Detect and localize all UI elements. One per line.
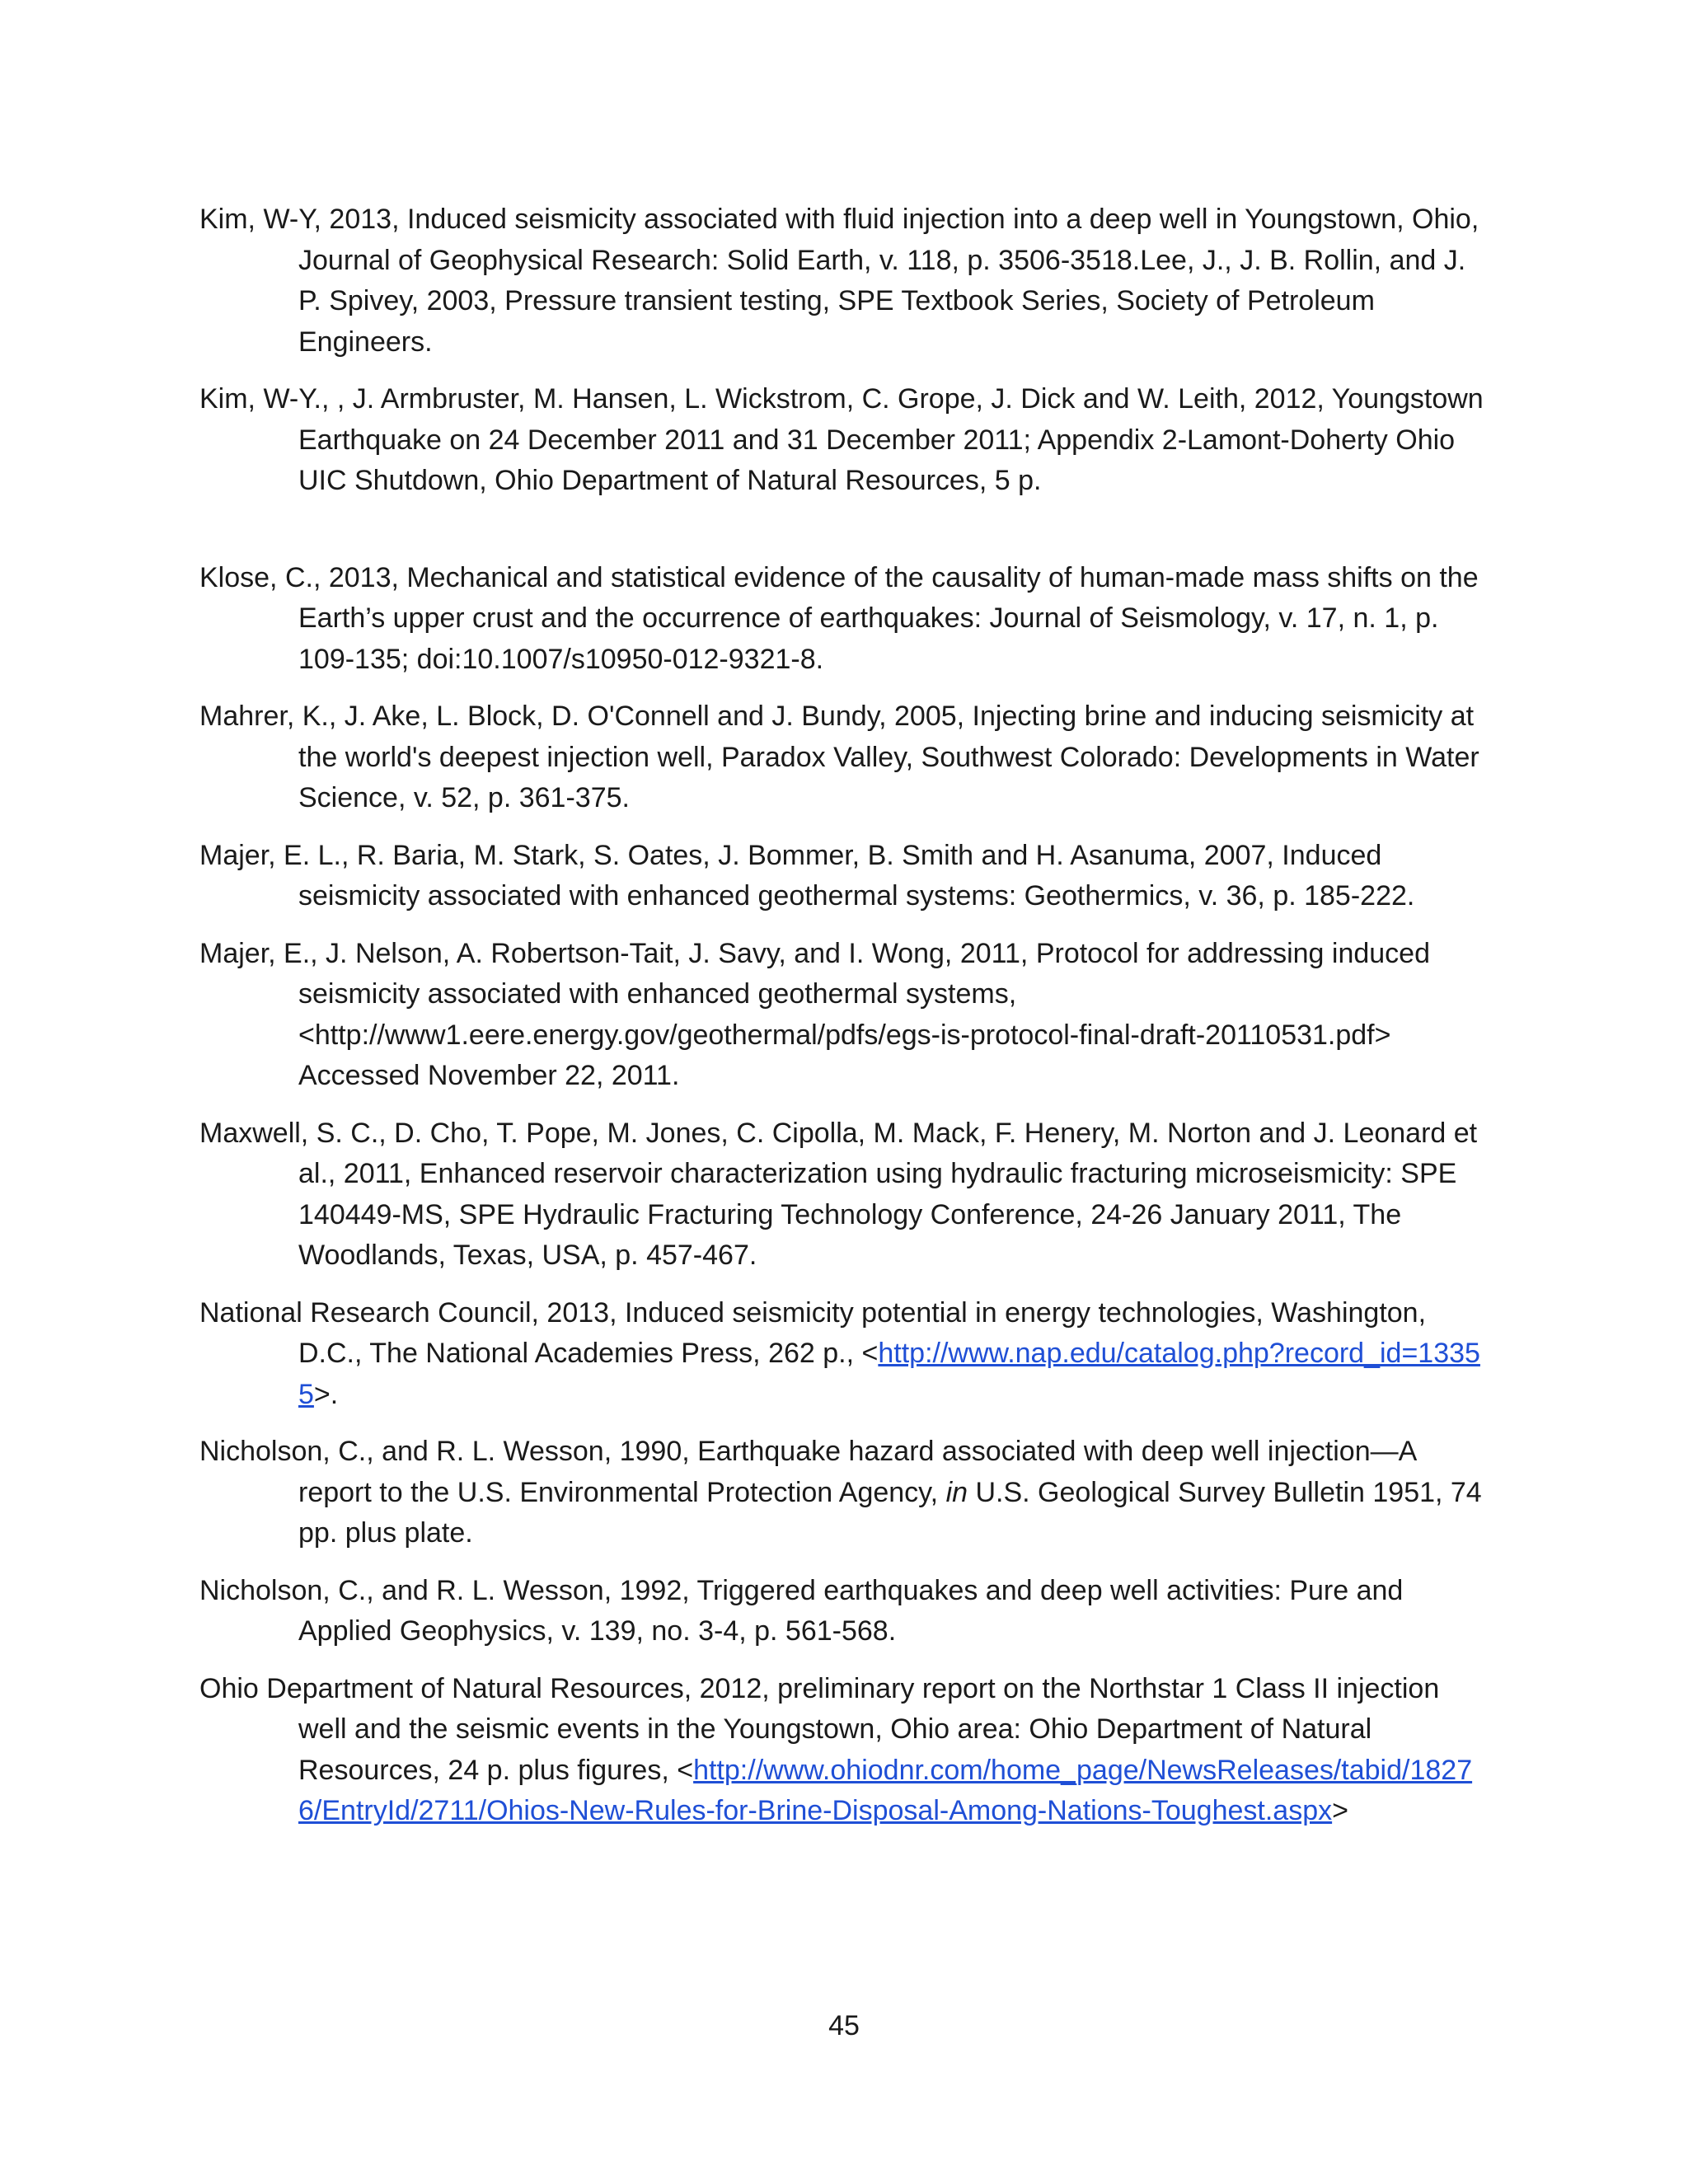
nap-catalog-link[interactable]: http://www.nap.edu/catalog.php?record_id=13355: [298, 1338, 1480, 1410]
reference-text: Majer, E., J. Nelson, A. Robertson-Tait, J. Savy, and I. Wong, 2011, Protocol for addressing induced seismicity associated with enhanced geothermal systems, <http://www1.eere.energy.gov/geothermal/pdfs/egs-is-protocol-final-draft-20110531.pdf> Accessed November 22, 2011.: [199, 937, 1430, 1091]
reference-kim-2013: [199, 199, 1492, 363]
reference-text: Nicholson, C., and R. L. Wesson, 1992, Triggered earthquakes and deep well activities: Pure and Applied Geophysics, v. 139, no. 3-4, p. 561-568.: [199, 1574, 1404, 1647]
reference-text: Kim, W-Y., , J. Armbruster, M. Hansen, L. Wickstrom, C. Grope, J. Dick and W. Leith, 2012, Youngstown Earthquake on 24 December 2011 and 31 December 2011; Appendix 2-Lamont-Doherty Ohio UIC Shutdown, Ohio Department of Natural Resources, 5 p.: [199, 383, 1484, 496]
reference-kim-2012: [199, 379, 1492, 502]
reference-text-before: Nicholson, C., and R. L. Wesson, 1990, Earthquake hazard associated with deep well injection—A report to the U.S. Environmental Protection Agency,: [199, 1436, 1416, 1508]
page-number: 45: [828, 2010, 860, 2041]
reference-majer-2007: [199, 836, 1492, 917]
reference-mahrer-2005: [199, 696, 1492, 819]
reference-maxwell-2011: [199, 1113, 1492, 1277]
link-close-bracket: >: [1332, 1795, 1348, 1826]
reference-klose-2013: [199, 558, 1492, 681]
reference-tail: .: [330, 1378, 339, 1410]
reference-italic-in: in: [945, 1476, 968, 1508]
reference-text: Mahrer, K., J. Ake, L. Block, D. O'Connell and J. Bundy, 2005, Injecting brine and inducing seismicity at the world's deepest injection well, Paradox Valley, Southwest Colorado: Developments in Water Science, v. 52, p. 361-375.: [199, 701, 1479, 813]
reference-nicholson-1992: [199, 1571, 1492, 1652]
reference-text: Majer, E. L., R. Baria, M. Stark, S. Oates, J. Bommer, B. Smith and H. Asanuma, 2007, Induced seismicity associated with enhanced geothermal systems: Geothermics, v. 36, p. 185-222.: [199, 839, 1415, 912]
link-close-bracket: >: [313, 1378, 331, 1410]
reference-text: National Research Council, 2013, Induced seismicity potential in energy technologies, Washington, D.C., The National Academies Press, 262 p.,: [199, 1296, 1427, 1369]
reference-nicholson-1990: [199, 1432, 1492, 1554]
reference-majer-2011: [199, 934, 1492, 1097]
reference-text: Ohio Department of Natural Resources, 2012, preliminary report on the Northstar 1 Class II injection well and the seismic events in the Youngstown, Ohio area: Ohio Department of Natural Resources, 24 p. plus figures,: [199, 1672, 1440, 1786]
reference-text-after: U.S. Geological Survey Bulletin 1951, 74 pp. plus plate.: [298, 1476, 1482, 1549]
reference-text: Kim, W-Y, 2013, Induced seismicity associated with fluid injection into a deep well in Youngstown, Ohio, Journal of Geophysical Research: Solid Earth, v. 118, p. 3506-3518.Lee, J., J. B. Rollin, and J. P. Spivey, 2003, Pressure transient testing, SPE Textbook Series, Society of Petroleum Engineers.: [199, 204, 1479, 358]
references-list: [199, 199, 1492, 1849]
reference-nrc-2013: [199, 1293, 1492, 1416]
odnr-news-link[interactable]: http://www.ohiodnr.com/home_page/NewsReleases/tabid/18276/EntryId/2711/Ohios-New-Rules-for-Brine-Disposal-Among-Nations-Toughest.aspx: [298, 1754, 1473, 1826]
reference-text: Klose, C., 2013, Mechanical and statistical evidence of the causality of human-made mass shifts on the Earth’s upper crust and the occurrence of earthquakes: Journal of Seismology, v. 17, n. 1, p. 109-135; doi:10.1007/s10950-012-9321-8.: [199, 561, 1479, 675]
reference-odnr-2012: [199, 1669, 1492, 1832]
reference-text: Maxwell, S. C., D. Cho, T. Pope, M. Jones, C. Cipolla, M. Mack, F. Henery, M. Norton and J. Leonard et al., 2011, Enhanced reservoir characterization using hydraulic fracturing microseismicity: SPE 140449-MS, SPE Hydraulic Fracturing Technology Conference, 24-26 January 2011, The Woodlands, Texas, USA, p. 457-467.: [199, 1117, 1478, 1271]
link-open-bracket: <: [861, 1338, 879, 1369]
link-open-bracket: <: [677, 1754, 694, 1786]
